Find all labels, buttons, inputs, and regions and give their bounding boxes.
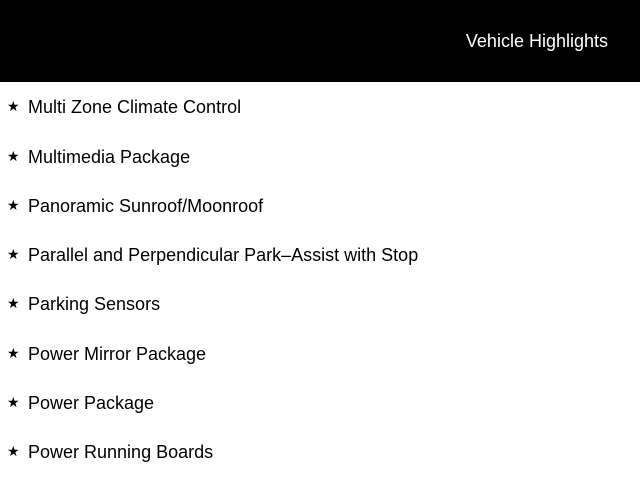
- page-title: Vehicle Highlights: [465, 31, 608, 51]
- list-item: [0, 145, 640, 169]
- star-icon: ★: [7, 246, 20, 262]
- star-icon: ★: [7, 148, 20, 164]
- star-icon: ★: [7, 345, 20, 361]
- highlight-label: Parallel and Perpendicular Park–Assist with Stop: [28, 245, 419, 265]
- highlight-label: Power Mirror Package: [28, 344, 207, 364]
- list-item: [0, 391, 640, 415]
- highlights-header: [0, 0, 640, 82]
- list-item: [0, 342, 640, 366]
- list-item: [0, 243, 640, 267]
- highlight-label: Parking Sensors: [28, 294, 161, 314]
- list-item: [0, 440, 640, 464]
- highlight-label: Multimedia Package: [28, 147, 191, 167]
- star-icon: ★: [7, 295, 20, 311]
- highlight-label: Power Package: [28, 393, 155, 413]
- list-item: [0, 292, 640, 316]
- star-icon: ★: [7, 197, 20, 213]
- highlight-label: Multi Zone Climate Control: [28, 97, 242, 117]
- star-icon: ★: [7, 394, 20, 410]
- list-item: [0, 95, 640, 119]
- highlight-label: Panoramic Sunroof/Moonroof: [28, 196, 264, 216]
- star-icon: ★: [7, 443, 20, 459]
- list-item: [0, 194, 640, 218]
- highlight-label: Power Running Boards: [28, 442, 214, 462]
- star-icon: ★: [7, 98, 20, 114]
